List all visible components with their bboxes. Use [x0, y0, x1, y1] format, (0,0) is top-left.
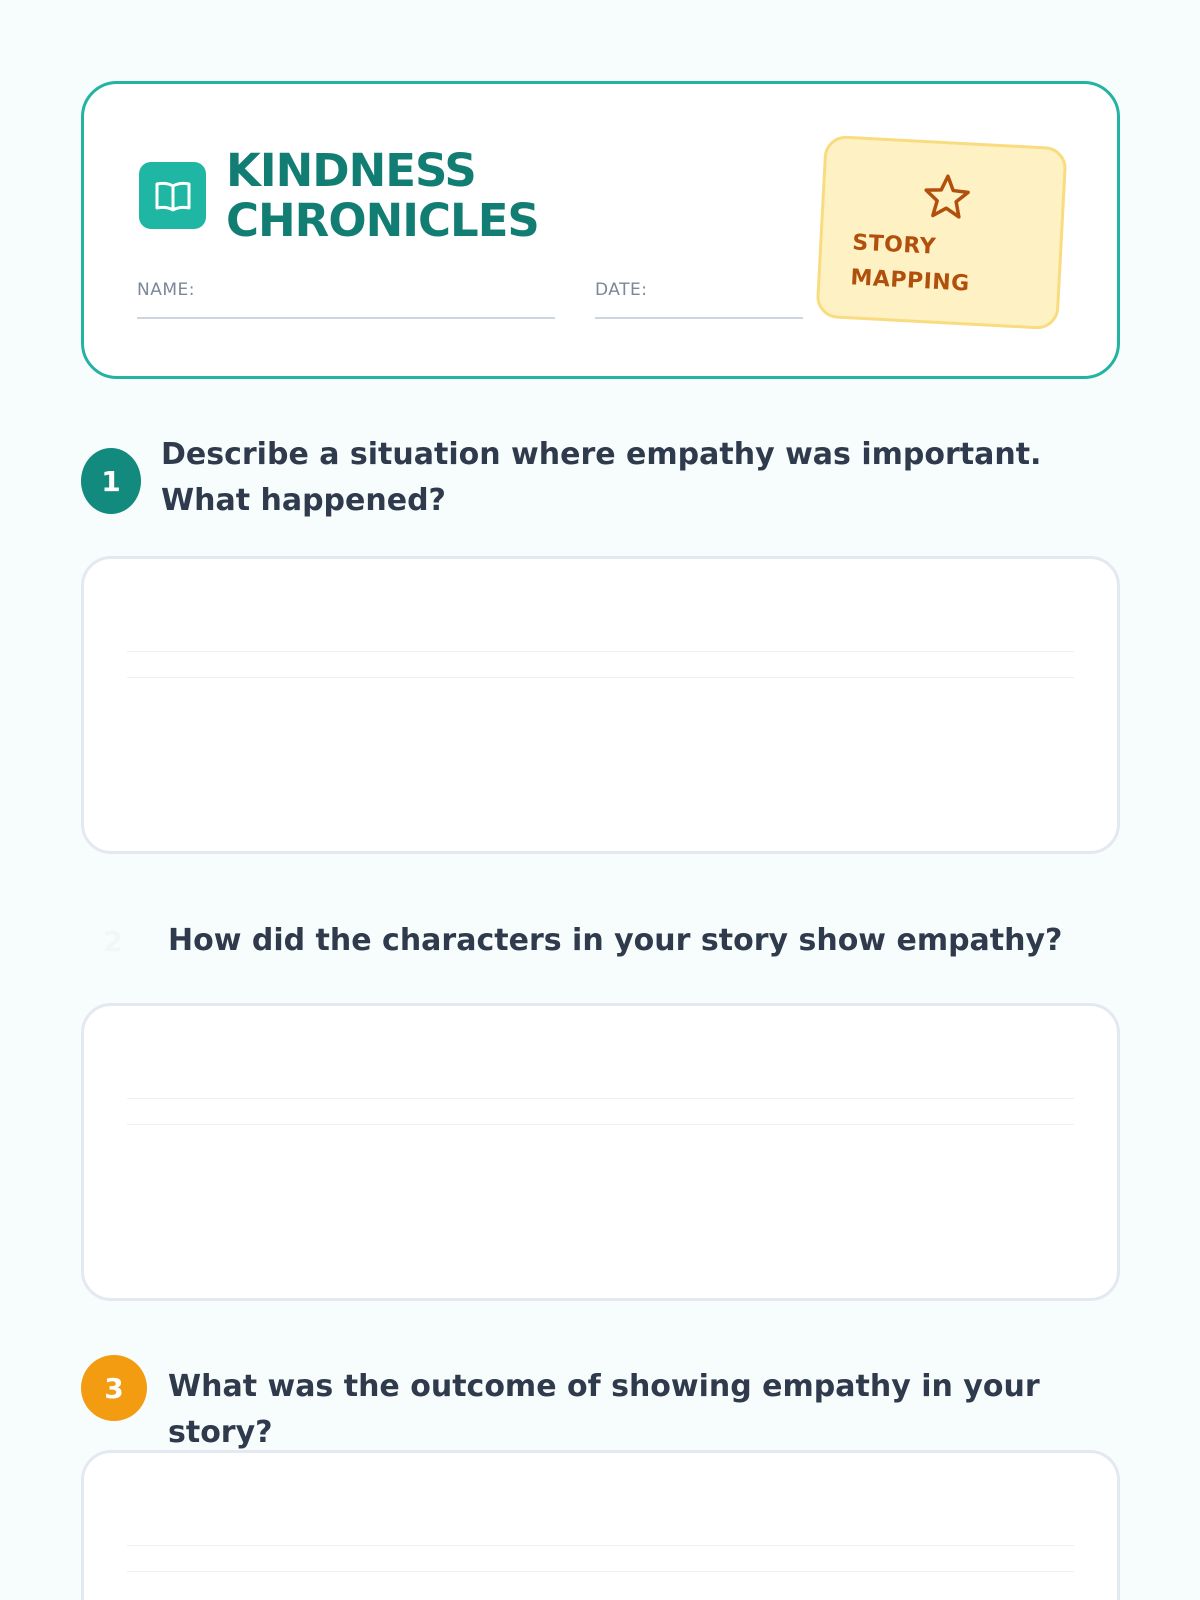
- date-label: DATE:: [595, 280, 648, 300]
- question-number-1: 1: [81, 448, 141, 514]
- answer-line: [127, 1098, 1074, 1099]
- name-field[interactable]: [137, 317, 555, 319]
- story-mapping-badge: [815, 135, 1067, 330]
- answer-line: [127, 1124, 1074, 1125]
- answer-box-1[interactable]: [81, 556, 1120, 854]
- badge-line-1: STORY: [851, 230, 937, 260]
- badge-label: [850, 225, 973, 301]
- answer-line: [127, 677, 1074, 678]
- answer-box-3[interactable]: [81, 1450, 1120, 1600]
- title-line-2: CHRONICLES: [226, 194, 539, 247]
- question-text-3: What was the outcome of showing empathy in your story?: [168, 1369, 1040, 1450]
- question-number-3: 3: [81, 1355, 147, 1421]
- question-text-2: How did the characters in your story show empathy?: [168, 923, 1063, 958]
- answer-line: [127, 1571, 1074, 1572]
- question-text-1: Describe a situation where empathy was important. What happened?: [161, 437, 1042, 518]
- question-number-2: 2: [81, 909, 145, 973]
- title-line-1: KINDNESS: [226, 144, 476, 197]
- page-title: [226, 146, 539, 246]
- badge-line-2: MAPPING: [849, 265, 971, 297]
- answer-line: [127, 1545, 1074, 1546]
- answer-box-2[interactable]: [81, 1003, 1120, 1301]
- date-field[interactable]: [595, 317, 803, 319]
- book-icon: [139, 162, 206, 229]
- name-label: NAME:: [137, 280, 195, 300]
- star-icon: [921, 171, 974, 224]
- answer-line: [127, 651, 1074, 652]
- header-card: [81, 81, 1120, 379]
